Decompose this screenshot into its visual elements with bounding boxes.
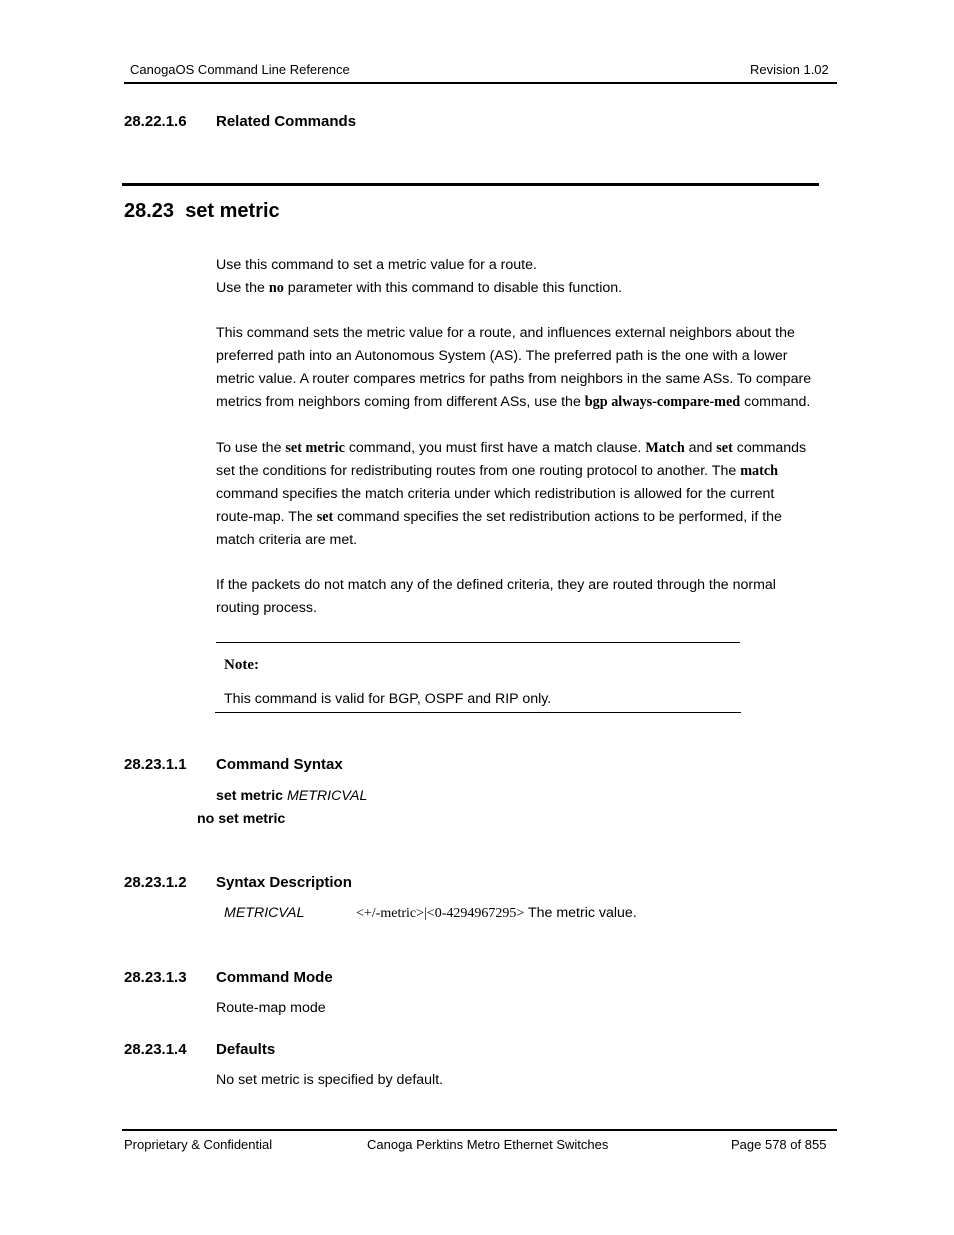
command-syntax-number: 28.23.1.1	[124, 756, 187, 773]
syntax-description-heading: Syntax Description	[216, 874, 352, 891]
intro-paragraph	[216, 254, 836, 300]
parameter-description: <+/-metric>|<0-4294967295> The metric value.	[356, 905, 637, 921]
footer-confidential: Proprietary & Confidential	[124, 1137, 273, 1152]
para1-line-3: metric value. A router compares metrics for paths from neighbors in the same ASs. To compare	[216, 371, 812, 387]
para1-line-1: This command sets the metric value for a route, and influences external neighbors about the	[216, 325, 795, 341]
command-mode-text: Route-map mode	[216, 1000, 326, 1016]
para2-line-1: To use the set metric command, you must first have a match clause. Match and set commands	[216, 440, 807, 456]
description-paragraph-2	[216, 437, 836, 552]
no-keyword: no	[268, 280, 284, 296]
header-title: CanogaOS Command Line Reference	[130, 62, 350, 77]
command-mode-number: 28.23.1.3	[124, 969, 187, 986]
note-label: Note:	[224, 657, 259, 673]
para3-line-2: routing process.	[216, 600, 317, 616]
note-bottom-rule	[215, 712, 741, 713]
intro-line-2: Use the no parameter with this command to disable this function.	[216, 280, 623, 296]
description-paragraph-3	[216, 574, 836, 620]
command-mode-heading: Command Mode	[216, 969, 333, 986]
section-title: set metric	[185, 200, 280, 222]
para3-line-1: If the packets do not match any of the defined criteria, they are routed through the normal	[216, 577, 776, 593]
section-rule	[122, 183, 819, 186]
para2-line-5: match criteria are met.	[216, 532, 358, 548]
intro-line-1: Use this command to set a metric value for a route.	[216, 257, 537, 273]
defaults-heading: Defaults	[216, 1041, 276, 1058]
command-syntax-heading: Command Syntax	[216, 756, 343, 773]
note-text: This command is valid for BGP, OSPF and RIP only.	[224, 691, 552, 707]
syntax-description-number: 28.23.1.2	[124, 874, 187, 891]
parameter-name: METRICVAL	[224, 905, 305, 921]
footer-product: Canoga Perktins Metro Ethernet Switches	[367, 1137, 609, 1152]
section-heading	[124, 200, 280, 223]
syntax-no-set-metric: no set metric	[197, 811, 286, 827]
related-commands-heading: Related Commands	[216, 113, 357, 130]
bgp-command-keyword: bgp always-compare-med	[584, 394, 741, 410]
syntax-set-metric: set metric METRICVAL	[216, 788, 368, 804]
para2-line-4: route-map. The set command specifies the set redistribution actions to be performed, if the	[216, 509, 782, 525]
para1-line-2: preferred path into an Autonomous System (AS). The preferred path is the one with a lower	[216, 348, 788, 364]
header-revision: Revision 1.02	[750, 62, 829, 77]
defaults-number: 28.23.1.4	[124, 1041, 187, 1058]
para2-line-3: command specifies the match criteria under which redistribution is allowed for the current	[216, 486, 775, 502]
syntax-argument: METRICVAL	[286, 788, 368, 804]
header-rule	[124, 82, 837, 84]
parameter-range: <+/-metric>|<0-4294967295>	[356, 906, 525, 921]
para1-line-4: metrics from neighbors coming from different ASs, use the bgp always-compare-med command.	[216, 394, 811, 410]
footer-page-number: Page 578 of 855	[731, 1137, 827, 1152]
note-top-rule	[216, 642, 740, 643]
footer-rule	[122, 1129, 837, 1131]
para2-line-2: set the conditions for redistributing routes from one routing protocol to another. The match	[216, 463, 779, 479]
description-paragraph-1	[216, 322, 836, 414]
defaults-text: No set metric is specified by default.	[216, 1072, 444, 1088]
section-number: 28.23	[124, 200, 175, 222]
related-commands-number: 28.22.1.6	[124, 113, 187, 130]
